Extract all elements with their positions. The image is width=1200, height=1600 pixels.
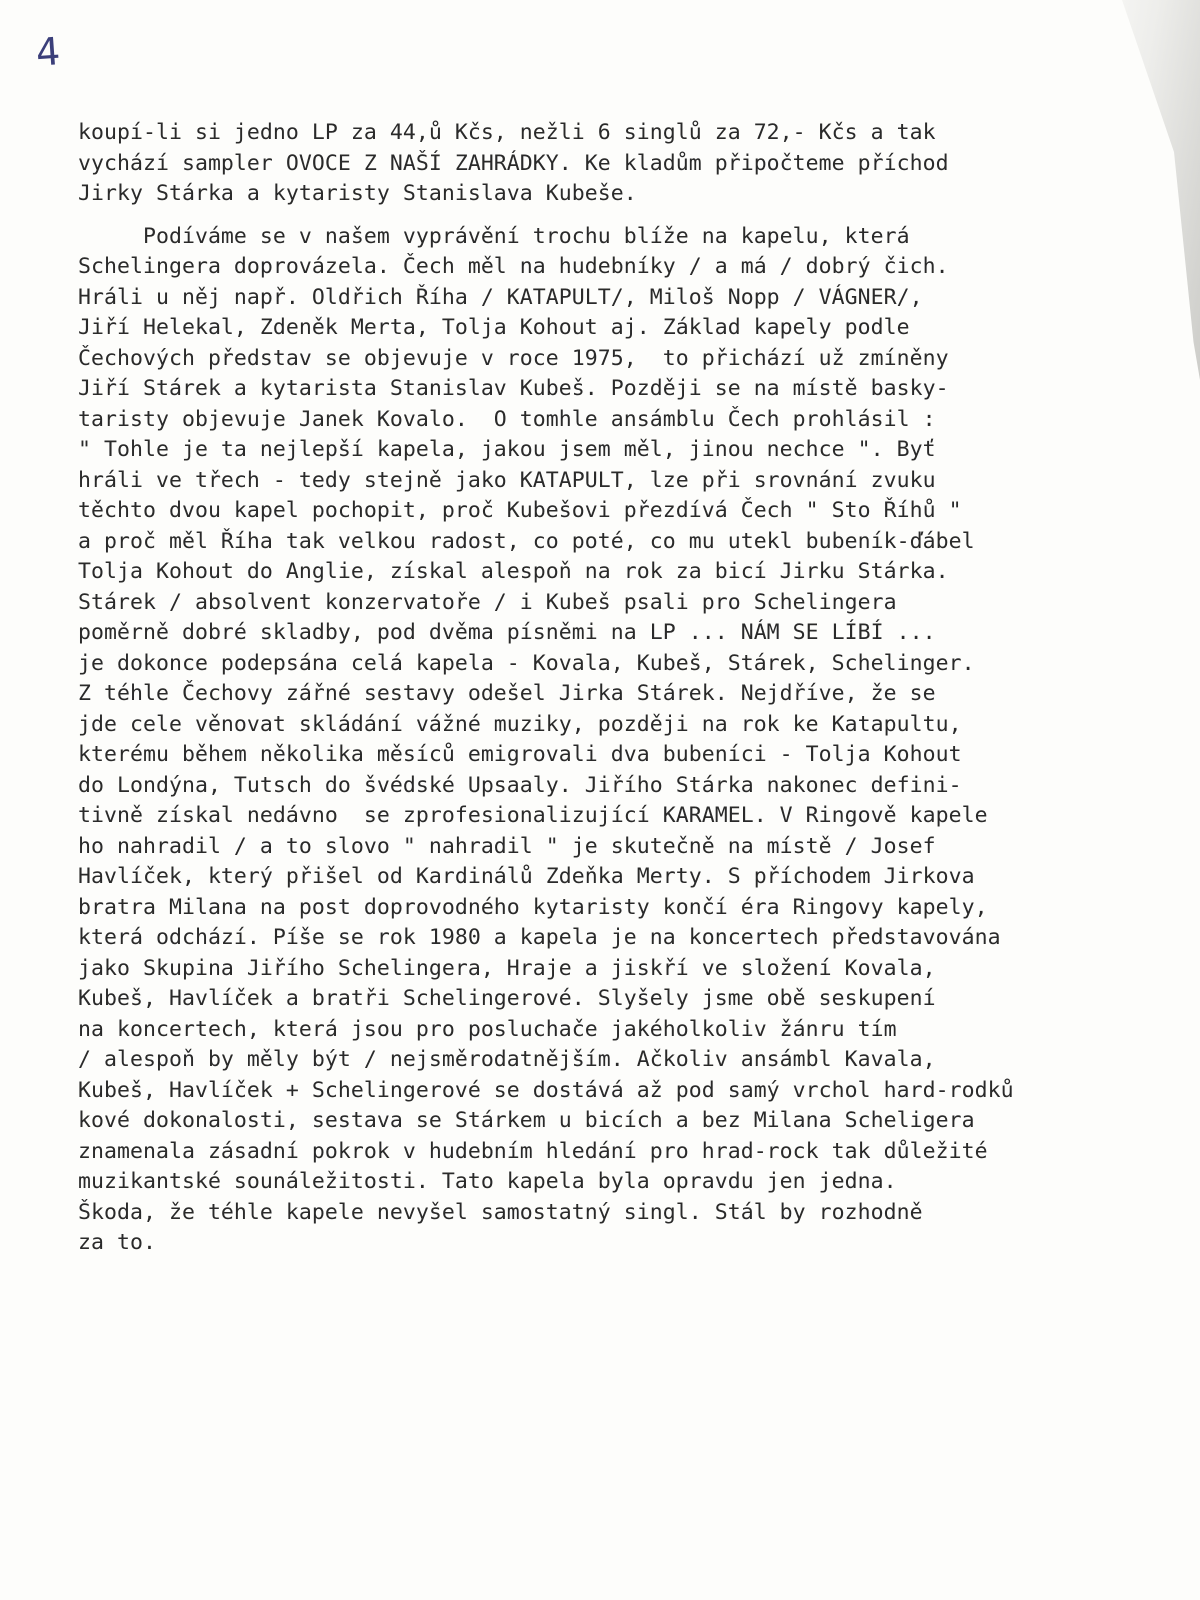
- text-line: jde cele věnovat skládání vážné muziky, později na rok ke Katapultu,: [78, 711, 962, 737]
- text-line: která odchází. Píše se rok 1980 a kapela je na koncertech představována: [78, 925, 1001, 950]
- text-line: kterému během několika měsíců emigrovali dva bubeníci - Tolja Kohout: [78, 742, 962, 767]
- text-line: do Londýna, Tutsch do švédské Upsaaly. Jiřího Stárka nakonec defini-: [78, 772, 962, 798]
- text-line: hráli ve třech - tedy stejně jako KATAPULT, lze při srovnání zvuku: [78, 467, 936, 493]
- text-line: Hráli u něj např. Oldřich Říha / KATAPULT/, Miloš Nopp / VÁGNER/,: [78, 284, 923, 310]
- text-line: vychází sampler OVOCE Z NAŠÍ ZAHRÁDKY. Ke kladům připočteme příchod: [78, 150, 949, 176]
- text-line: Tolja Kohout do Anglie, získal alespoň na rok za bicí Jirku Stárka.: [78, 559, 949, 584]
- text-line: kové dokonalosti, sestava se Stárkem u bicích a bez Milana Scheligera: [78, 1108, 975, 1133]
- text-line: poměrně dobré skladby, pod dvěma písněmi na LP ... NÁM SE LÍBÍ ...: [78, 620, 936, 645]
- paragraph-1: [78, 118, 1128, 210]
- text-line: / alespoň by měly být / nejsměrodatnějším. Ačkoliv ansámbl Kavala,: [78, 1047, 936, 1072]
- text-line: Podíváme se v našem vyprávění trochu blíže na kapelu, která: [78, 223, 910, 249]
- text-line: Jiří Helekal, Zdeněk Merta, Tolja Kohout aj. Základ kapely podle: [78, 315, 910, 340]
- text-line: a proč měl Říha tak velkou radost, co poté, co mu utekl bubeník-ďábel: [78, 528, 975, 554]
- text-line: Kubeš, Havlíček + Schelingerové se dostává až pod samý vrchol hard-rodků: [78, 1077, 1014, 1103]
- text-line: znamenala zásadní pokrok v hudebním hledání pro hrad-rock tak důležité: [78, 1138, 988, 1164]
- text-line: Stárek / absolvent konzervatoře / i Kubeš psali pro Schelingera: [78, 589, 897, 615]
- text-line: Jiří Stárek a kytarista Stanislav Kubeš. Později se na místě basky-: [78, 376, 949, 401]
- text-line: Z téhle Čechovy zářné sestavy odešel Jirka Stárek. Nejdříve, že se: [78, 681, 936, 706]
- text-line: Jirky Stárka a kytaristy Stanislava Kubeše.: [78, 181, 637, 206]
- text-line: ho nahradil / a to slovo " nahradil " je skutečně na místě / Josef: [78, 833, 936, 859]
- text-line: za to.: [78, 1230, 156, 1255]
- paragraph-2: [78, 222, 1128, 1259]
- text-line: Schelingera doprovázela. Čech měl na hudebníky / a má / dobrý čich.: [78, 254, 949, 279]
- text-line: koupí-li si jedno LP za 44,ů Kčs, nežli 6 singlů za 72,- Kčs a tak: [78, 120, 936, 145]
- text-line: " Tohle je ta nejlepší kapela, jakou jsem měl, jinou nechce ". Byť: [78, 437, 936, 462]
- text-line: těchto dvou kapel pochopit, proč Kubešovi přezdívá Čech " Sto Říhů ": [78, 498, 962, 523]
- text-line: jako Skupina Jiřího Schelingera, Hraje a jiskří ve složení Kovala,: [78, 955, 936, 981]
- text-line: Čechových představ se objevuje v roce 1975, to přichází už zmíněny: [78, 345, 949, 371]
- text-line: bratra Milana na post doprovodného kytaristy končí éra Ringovy kapely,: [78, 894, 988, 920]
- text-line: na koncertech, která jsou pro posluchače jakéholkoliv žánru tím: [78, 1016, 897, 1042]
- text-line: taristy objevuje Janek Kovalo. O tomhle ansámblu Čech prohlásil :: [78, 406, 936, 432]
- text-line: Kubeš, Havlíček a bratři Schelingerové. Slyšely jsme obě seskupení: [78, 986, 936, 1011]
- text-line: tivně získal nedávno se zprofesionalizující KARAMEL. V Ringově kapele: [78, 803, 988, 828]
- text-line: je dokonce podepsána celá kapela - Kovala, Kubeš, Stárek, Schelinger.: [78, 650, 975, 676]
- text-line: Škoda, že téhle kapele nevyšel samostatný singl. Stál by rozhodně: [78, 1199, 923, 1225]
- text-line: muzikantské sounáležitosti. Tato kapela byla opravdu jen jedna.: [78, 1169, 897, 1194]
- text-line: Havlíček, který přišel od Kardinálů Zdeňka Merty. S příchodem Jirkova: [78, 864, 975, 889]
- page-number: 4: [34, 29, 62, 75]
- paragraph-gap: [78, 210, 1128, 222]
- typed-text-block: [78, 118, 1128, 1259]
